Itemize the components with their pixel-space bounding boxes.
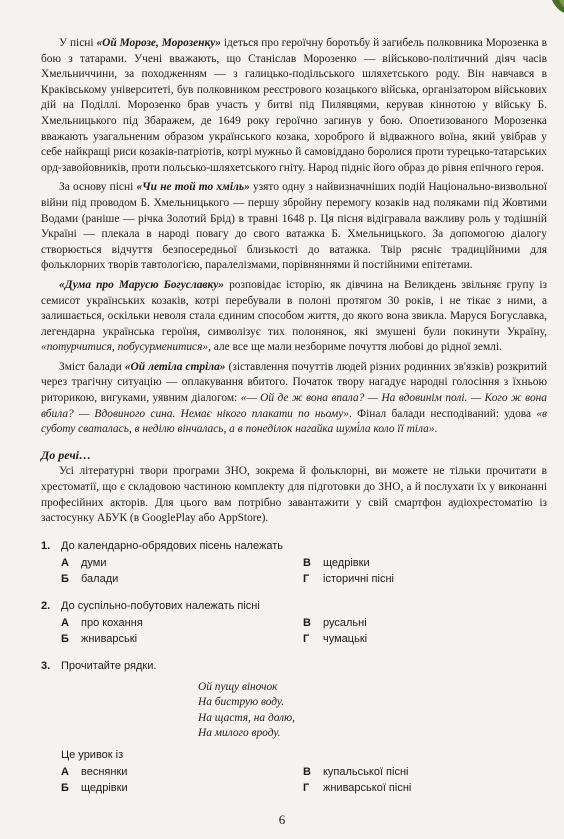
answer-letter: В <box>303 616 311 629</box>
poem-line: На милого вроду. <box>198 727 281 740</box>
page-content <box>41 36 547 796</box>
answer-options <box>61 765 547 796</box>
paragraph-marusia <box>41 278 547 356</box>
answer-option <box>61 781 303 796</box>
question-text: До календарно-обрядових пісень належать <box>61 539 283 552</box>
answer-text: русальні <box>323 616 367 629</box>
page-number: 6 <box>278 812 286 827</box>
answer-option <box>303 616 503 631</box>
answer-option <box>61 556 303 571</box>
answer-text: балади <box>81 572 119 585</box>
answer-option <box>61 572 303 587</box>
leaf-decoration-icon <box>546 0 564 14</box>
paragraph-text: , але все ще мали незборимe почуття любові до рідної землі. <box>208 341 502 354</box>
poem-line: Ой пущу віночок <box>198 680 278 693</box>
paragraph-text: (зіставлення почуттів людей різних родинних зв'язків) розкритий через трагічну ситуацію — оплакування вбитого. Початок твору нагадує народні голосіння з їхньою риторикою, вигуками, уявним діалогом: <box>41 360 548 405</box>
answer-letter: Г <box>303 781 310 794</box>
note-text: Усі літературні твори програми ЗНО, зокрема й фольклорні, ви можете не тільки прочитати в хрестоматії, що є складовою частиною комплекту для підготовки до ЗНО, а й послухати їх у виконанні професійних акторів. Для цього вам потрібно завантажити у свій смартфон аудіохрестоматію із застосунку АБУК (в GooglePlay або AppStore). <box>41 465 547 525</box>
answer-text: купальської пісні <box>323 765 409 778</box>
answer-letter: Б <box>61 632 69 645</box>
quotation: «— Ой де ж вона впала? — На вдовинім полі. — Кого ж вона вбила? — Вдовиного сина. Немає нікого плакати по ньому» <box>41 392 547 420</box>
answer-letter: Б <box>61 781 69 794</box>
note-heading: До речі… <box>41 447 91 462</box>
answer-text: веснянки <box>81 765 128 778</box>
song-title: «Дума про Марусю Богуславку» <box>59 278 225 291</box>
answer-letter: Б <box>61 572 69 585</box>
question-stem <box>41 659 547 674</box>
paragraph-khmil <box>41 180 547 274</box>
answer-text: щедрівки <box>323 556 370 569</box>
paragraph-text: узято одну з найвизначніших подій Національно-визвольної війни під проводом Б. Хмельницького — першу збройну перемогу козаків над поляками під Жовтими Водами (раніше — річка Золотий Брід) в травні 1648 р. Ця пісня відігравала важливу роль у тодішній Україні — плекала в народі повагу до свого ватажка Б. Хмельницького. За допомогою діалогу створюється відчуття безпосередньої близькості до ватажка. Твір рясніє традиційними для фольклорних творів тавтологією, паралелізмами, порівняннями й постійними епітетами. <box>41 181 547 272</box>
question-text: До суспільно-побутових належать пісні <box>61 599 260 612</box>
answer-text: чумацькі <box>323 632 368 645</box>
poem-excerpt <box>198 680 547 742</box>
paragraph-text: розповідає історію, як дівчина на Великдень звільняє групу із семисот українських козаків, котрі перебували в полоні протягом 30 років, і не тікає з ними, а залишається, оскільки неволя стала єдиним способом життя, до якого вона звикла. Маруся Богуславка, легендарна українська героїня, символізує тих полонянок, які змушені були покинути Україну, <box>41 278 547 338</box>
answer-letter: В <box>303 556 311 569</box>
paragraph-text: За основу пісні <box>59 181 137 194</box>
answer-option <box>61 632 303 647</box>
article-body <box>41 36 547 438</box>
answer-letter: Г <box>303 572 310 585</box>
answer-text: жниварські <box>81 632 138 645</box>
paragraph-strila <box>41 360 547 438</box>
answer-text: історичні пісні <box>323 572 394 585</box>
answer-text: про кохання <box>81 616 143 629</box>
question-number: 1. <box>41 539 51 552</box>
answer-option <box>303 556 503 571</box>
quotation: «потурчитися, побусурменитися» <box>41 341 209 354</box>
question-text: Прочитайте рядки. <box>61 659 157 672</box>
paragraph-moroz <box>41 36 547 176</box>
quotation: «в суботу сваталась, в неділю вінчалась, а в понеділок нагайка шумі́ла коло її тіла» <box>41 407 547 436</box>
answer-option <box>61 616 303 631</box>
paragraph-text: ідеться про героїчну боротьбу й загибель полковника Морозенка в бою з татарами. Учені вважають, що Станіслав Морозенко — військово-політичний діяч часів Хмельниччини, за походженням — з галицько-подільського шляхетського роду. Він навчався в Краківському університеті, був полковником реєстрового козацького війська, організатором військових дій на Поділлі. Морозенко брав участь у битві під Пилявцями, керував кіннотою у війську Б. Хмельницького під Збаражем, де 1649 року героїчно загинув у бою. Опоетизованого Морозенка вважають узагальненим образом українського козака, хороброго й відважного воїна, який увібрав у себе найкращі риси козаків-патріотів, котрі мужньо й самовіддано боролися проти турецько-татарських орд-завойовників, проти польсько-шляхетського гніту. Народ підніс його образ до рівня епічного героя. <box>41 37 547 174</box>
question-number: 3. <box>41 659 51 672</box>
song-title: «Ой Морозе, Морозенку» <box>96 37 221 49</box>
paragraph-text: . <box>434 423 438 436</box>
answer-letter: Г <box>303 632 310 645</box>
answer-text: щедрівки <box>81 781 128 794</box>
answer-letter: А <box>61 765 69 778</box>
test-questions <box>41 539 547 796</box>
answer-letter: В <box>303 765 311 778</box>
answer-options <box>61 616 547 647</box>
answer-text: думи <box>81 556 107 569</box>
question-stem <box>41 539 547 554</box>
paragraph-text: . Фінал балади несподіваний: удова <box>348 407 537 420</box>
answer-letter: А <box>61 616 69 629</box>
song-title: «Ой летіла стріла» <box>124 360 226 373</box>
answer-option <box>61 765 303 780</box>
answer-option <box>303 765 503 780</box>
answer-options <box>61 556 547 587</box>
paragraph-text: У пісні <box>59 37 97 49</box>
answer-text: жниварської пісні <box>323 781 412 794</box>
question-3 <box>41 659 547 796</box>
question-stem <box>41 599 547 614</box>
answer-option <box>303 572 503 587</box>
paragraph-text: Зміст балади <box>59 360 125 373</box>
answer-option <box>303 632 503 647</box>
poem-line: На щастя, на долю, <box>198 711 295 724</box>
question-intro: Це уривок із <box>61 748 124 761</box>
answer-letter: А <box>61 556 69 569</box>
poem-line: На биструю воду. <box>198 696 285 709</box>
question-number: 2. <box>41 599 51 612</box>
answer-option <box>303 781 503 796</box>
question-2 <box>41 599 547 647</box>
song-title: «Чи не той то хміль» <box>136 181 250 194</box>
question-1 <box>41 539 547 587</box>
